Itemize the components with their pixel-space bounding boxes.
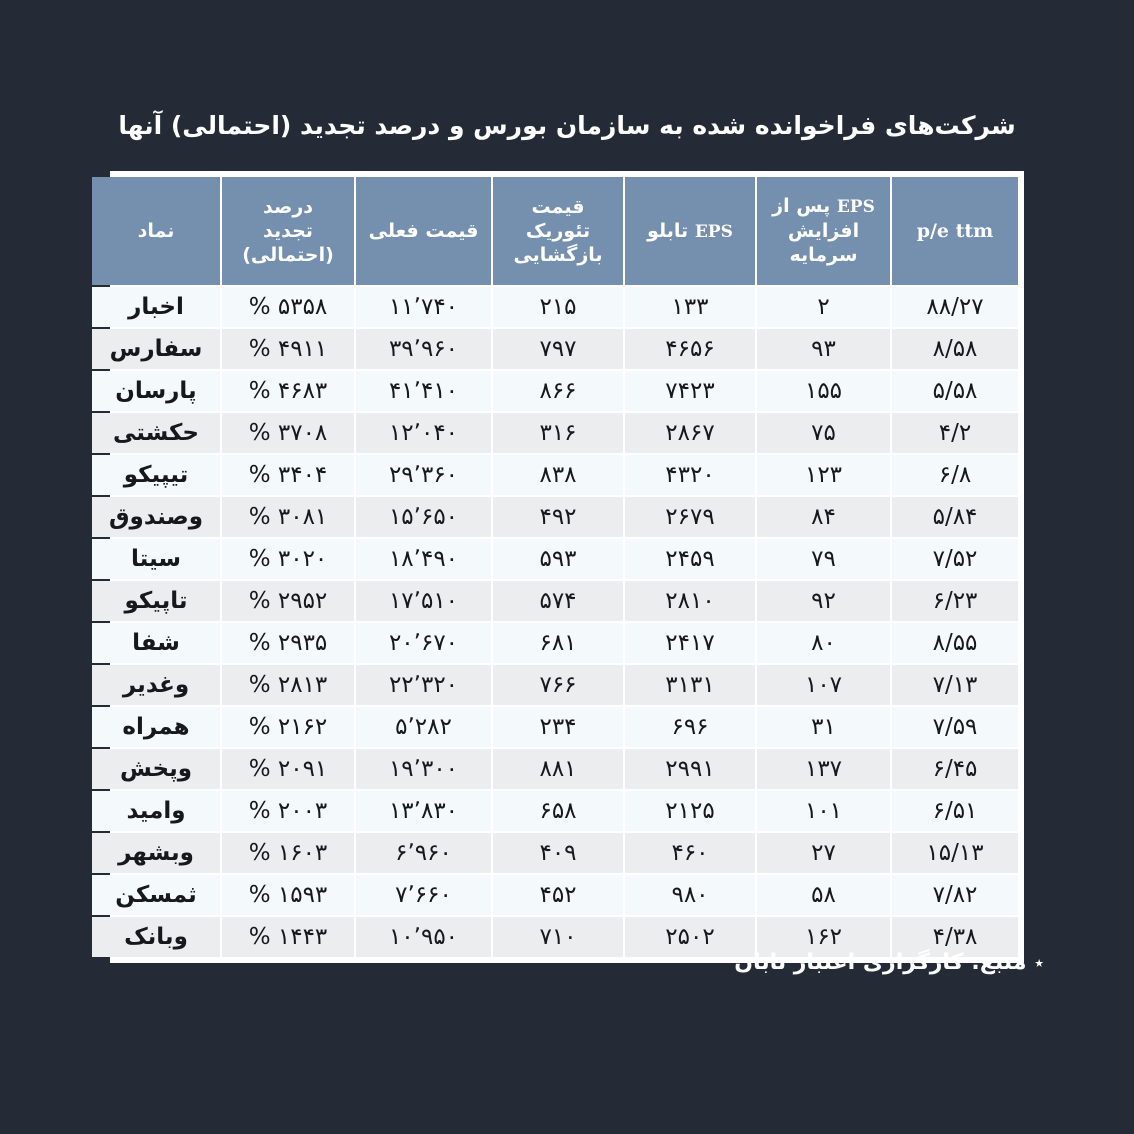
theo-price-line3: بازگشایی [513,244,603,267]
cell-eps-after: ۷۵ [757,413,890,453]
source-text: منبع: کارگزاری اعتبار تابان [734,950,1027,975]
cell-eps-after: ۱۰۷ [757,665,890,705]
cell-eps-after: ۸۰ [757,623,890,663]
eps-latin-label: EPS [836,197,875,218]
cell-pe-ttm: ۷/۵۲ [892,539,1018,579]
cell-symbol: وامید [92,791,220,831]
cell-pe-ttm: ۴/۲ [892,413,1018,453]
cell-revision-pct: ۱۶۰۳ % [222,833,354,873]
cell-eps-after: ۸۴ [757,497,890,537]
cell-theo-price: ۶۵۸ [493,791,623,831]
cell-pe-ttm: ۱۵/۱۳ [892,833,1018,873]
table-header [92,177,1018,285]
cell-eps-after: ۳۱ [757,707,890,747]
table-row [92,623,1018,663]
cell-revision-pct: ۳۰۲۰ % [222,539,354,579]
cell-eps-after: ۹۲ [757,581,890,621]
eps-after-line3: سرمایه [789,244,858,267]
page-title-container [0,108,1134,144]
source-footnote [734,950,1044,975]
cell-pe-ttm: ۸/۵۵ [892,623,1018,663]
cell-current-price: ۳۹٬۹۶۰ [356,329,491,369]
cell-eps-after: ۱۲۳ [757,455,890,495]
table-row [92,329,1018,369]
cell-eps-board: ۲۸۶۷ [625,413,755,453]
cell-pe-ttm: ۶/۵۱ [892,791,1018,831]
cell-pe-ttm: ۸/۵۸ [892,329,1018,369]
cell-current-price: ۱۳٬۸۳۰ [356,791,491,831]
cell-theo-price: ۴۰۹ [493,833,623,873]
table-row [92,665,1018,705]
cell-theo-price: ۸۶۶ [493,371,623,411]
cell-symbol: ثمسکن [92,875,220,915]
cell-pe-ttm: ۸۸/۲۷ [892,287,1018,327]
cell-theo-price: ۸۳۸ [493,455,623,495]
revision-pct-line2: تجدید [263,219,313,242]
cell-symbol: همراه [92,707,220,747]
cell-symbol: حکشتی [92,413,220,453]
cell-revision-pct: ۲۹۵۲ % [222,581,354,621]
cell-eps-board: ۷۴۲۳ [625,371,755,411]
cell-current-price: ۷٬۶۶۰ [356,875,491,915]
revision-pct-line3: (احتمالی) [242,244,334,267]
cell-eps-after: ۱۳۷ [757,749,890,789]
cell-eps-board: ۲۴۵۹ [625,539,755,579]
cell-pe-ttm: ۷/۱۳ [892,665,1018,705]
cell-symbol: تیپیکو [92,455,220,495]
cell-symbol: وصندوق [92,497,220,537]
table-row [92,875,1018,915]
table-card [110,171,1024,963]
cell-current-price: ۵٬۲۸۲ [356,707,491,747]
cell-revision-pct: ۱۵۹۳ % [222,875,354,915]
cell-theo-price: ۷۱۰ [493,917,623,957]
cell-symbol: وغدیر [92,665,220,705]
cell-eps-board: ۹۸۰ [625,875,755,915]
cell-current-price: ۱۱٬۷۴۰ [356,287,491,327]
cell-eps-board: ۴۶۵۶ [625,329,755,369]
cell-current-price: ۱۷٬۵۱۰ [356,581,491,621]
cell-theo-price: ۵۹۳ [493,539,623,579]
cell-eps-after: ۵۸ [757,875,890,915]
cell-current-price: ۴۱٬۴۱۰ [356,371,491,411]
table-row [92,749,1018,789]
cell-theo-price: ۳۱۶ [493,413,623,453]
cell-current-price: ۱۵٬۶۵۰ [356,497,491,537]
cell-current-price: ۲۰٬۶۷۰ [356,623,491,663]
theo-price-line2: تئوریک [525,219,591,242]
cell-theo-price: ۸۸۱ [493,749,623,789]
cell-revision-pct: ۳۴۰۴ % [222,455,354,495]
cell-current-price: ۲۹٬۳۶۰ [356,455,491,495]
cell-eps-board: ۲۸۱۰ [625,581,755,621]
cell-symbol: وبشهر [92,833,220,873]
cell-eps-after: ۲۷ [757,833,890,873]
cell-eps-after: ۲ [757,287,890,327]
table-row [92,455,1018,495]
cell-revision-pct: ۲۰۹۱ % [222,749,354,789]
cell-symbol: شفا [92,623,220,663]
cell-pe-ttm: ۵/۸۴ [892,497,1018,537]
cell-symbol: تاپیکو [92,581,220,621]
table-row [92,581,1018,621]
table-row [92,539,1018,579]
eps-board-latin-label: EPS [694,221,733,242]
cell-symbol: سفارس [92,329,220,369]
cell-revision-pct: ۲۱۶۲ % [222,707,354,747]
cell-revision-pct: ۲۹۳۵ % [222,623,354,663]
cell-pe-ttm: ۴/۳۸ [892,917,1018,957]
cell-symbol: وبانک [92,917,220,957]
cell-eps-after: ۱۶۲ [757,917,890,957]
cell-pe-ttm: ۶/۴۵ [892,749,1018,789]
cell-theo-price: ۶۸۱ [493,623,623,663]
cell-eps-after: ۱۰۱ [757,791,890,831]
column-header-eps-board [625,177,755,285]
table-row [92,833,1018,873]
cell-current-price: ۱۹٬۳۰۰ [356,749,491,789]
cell-eps-board: ۲۱۲۵ [625,791,755,831]
cell-symbol: اخبار [92,287,220,327]
cell-theo-price: ۷۹۷ [493,329,623,369]
cell-eps-after: ۷۹ [757,539,890,579]
column-header-symbol: نماد [92,177,220,285]
table-row [92,287,1018,327]
column-header-theoretical-opening-price [493,177,623,285]
column-header-pe-ttm: p/e ttm [892,177,1018,285]
column-header-eps-after-capital-increase [757,177,890,285]
table-row [92,497,1018,537]
cell-theo-price: ۲۳۴ [493,707,623,747]
cell-revision-pct: ۲۸۱۳ % [222,665,354,705]
cell-eps-board: ۴۶۰ [625,833,755,873]
cell-eps-after: ۹۳ [757,329,890,369]
cell-symbol: وپخش [92,749,220,789]
table-header-row [92,177,1018,285]
cell-symbol: سیتا [92,539,220,579]
cell-pe-ttm: ۶/۲۳ [892,581,1018,621]
cell-eps-after: ۱۵۵ [757,371,890,411]
cell-eps-board: ۶۹۶ [625,707,755,747]
cell-current-price: ۱۲٬۰۴۰ [356,413,491,453]
column-header-current-price: قیمت فعلی [356,177,491,285]
cell-current-price: ۱۰٬۹۵۰ [356,917,491,957]
cell-revision-pct: ۴۹۱۱ % [222,329,354,369]
page-title: شرکت‌های فراخوانده شده به سازمان بورس و درصد تجدید (احتمالی) آنها [118,111,1016,140]
cell-theo-price: ۴۹۲ [493,497,623,537]
cell-revision-pct: ۳۷۰۸ % [222,413,354,453]
cell-pe-ttm: ۶/۸ [892,455,1018,495]
cell-theo-price: ۷۶۶ [493,665,623,705]
cell-pe-ttm: ۵/۵۸ [892,371,1018,411]
cell-pe-ttm: ۷/۵۹ [892,707,1018,747]
cell-eps-board: ۳۱۳۱ [625,665,755,705]
cell-eps-board: ۲۵۰۲ [625,917,755,957]
cell-theo-price: ۵۷۴ [493,581,623,621]
cell-revision-pct: ۱۴۴۳ % [222,917,354,957]
revision-pct-line1: درصد [262,195,314,218]
table-row [92,371,1018,411]
eps-after-line1: پس از [772,195,831,218]
cell-revision-pct: ۲۰۰۳ % [222,791,354,831]
cell-eps-board: ۱۳۳ [625,287,755,327]
table-row [92,413,1018,453]
cell-eps-board: ۲۹۹۱ [625,749,755,789]
cell-theo-price: ۲۱۵ [493,287,623,327]
eps-board-persian-label: تابلو [647,219,689,242]
table-body [92,287,1018,957]
cell-current-price: ۶٬۹۶۰ [356,833,491,873]
table-row [92,791,1018,831]
cell-current-price: ۱۸٬۴۹۰ [356,539,491,579]
cell-eps-board: ۲۴۱۷ [625,623,755,663]
companies-table [90,175,1020,959]
cell-theo-price: ۴۵۲ [493,875,623,915]
theo-price-line1: قیمت [531,195,585,218]
column-header-revision-percent [222,177,354,285]
cell-current-price: ۲۲٬۳۲۰ [356,665,491,705]
table-row [92,707,1018,747]
cell-pe-ttm: ۷/۸۲ [892,875,1018,915]
asterisk-icon: ٭ [1034,952,1044,974]
cell-symbol: پارسان [92,371,220,411]
cell-eps-board: ۲۶۷۹ [625,497,755,537]
cell-revision-pct: ۳۰۸۱ % [222,497,354,537]
cell-revision-pct: ۴۶۸۳ % [222,371,354,411]
eps-after-line2: افزایش [787,220,860,243]
cell-revision-pct: ۵۳۵۸ % [222,287,354,327]
cell-eps-board: ۴۳۲۰ [625,455,755,495]
